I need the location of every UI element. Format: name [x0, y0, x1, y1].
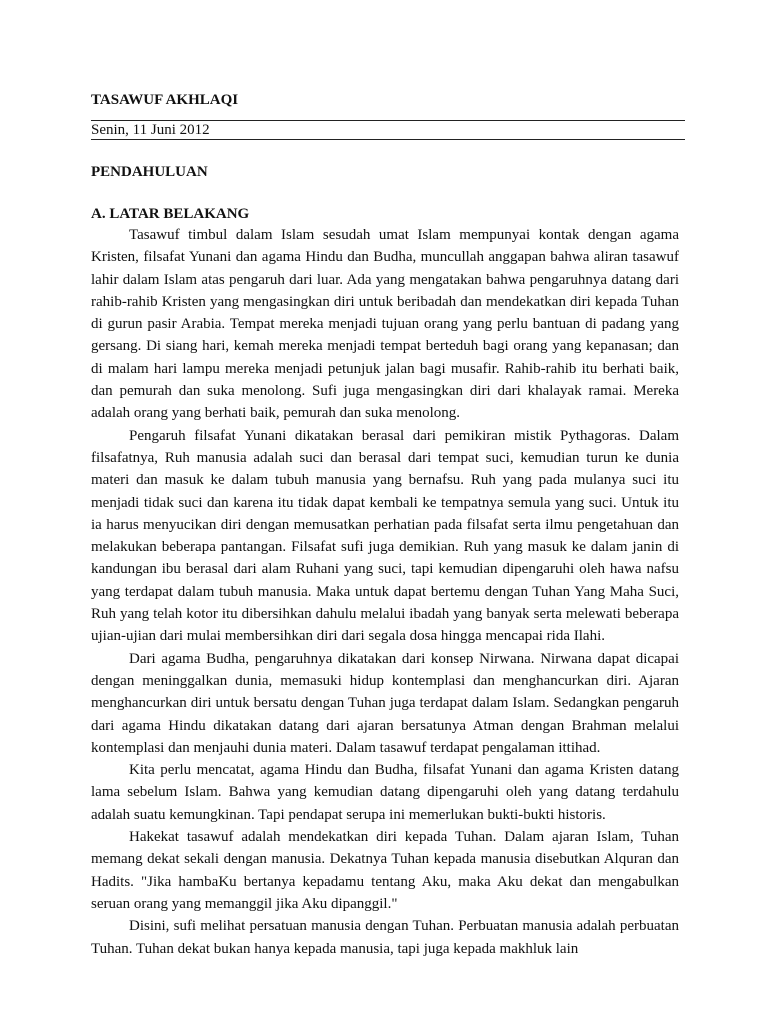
section-heading: PENDAHULUAN [91, 164, 208, 180]
paragraph: Kita perlu mencatat, agama Hindu dan Budha, filsafat Yunani dan agama Kristen datang lama sebelum Islam. Bahwa yang kemudian datang dipengaruhi oleh yang datang terdahulu adalah suatu kemungkinan. Tapi pendapat serupa ini memerlukan bukti-bukti historis. [91, 762, 679, 823]
paragraph: Hakekat tasawuf adalah mendekatkan diri kepada Tuhan. Dalam ajaran Islam, Tuhan memang dekat sekali dengan manusia. Dekatnya Tuhan kepada manusia disebutkan Alquran dan Hadits. "Jika hambaKu bertanya kepadamu tentang Aku, maka Aku dekat dan mengabulkan seruan orang yang memanggil jika Aku dipanggil." [91, 829, 679, 912]
post-date: Senin, 11 Juni 2012 [91, 120, 685, 140]
document-body [91, 90, 679, 960]
paragraph: Pengaruh filsafat Yunani dikatakan berasal dari pemikiran mistik Pythagoras. Dalam filsafatnya, Ruh manusia adalah suci dan berasal dari tempat suci, kemudian turun ke dunia materi dan masuk ke dalam tubuh manusia yang bernafsu. Ruh yang pada mulanya suci itu menjadi tidak suci dan karena itu tidak dapat kembali ke tempatnya semula yang suci. Untuk itu ia harus menyucikan diri dengan memusatkan perhatian pada filsafat serta ilmu pengetahuan dan melakukan beberapa pantangan. Filsafat sufi juga demikian. Ruh yang masuk ke dalam janin di kandungan ibu berasal dari alam Ruhani yang suci, tapi kemudian dipengaruhi oleh hawa nafsu yang terdapat dalam tubuh manusia. Maka untuk dapat bertemu dengan Tuhan Yang Maha Suci, Ruh yang telah kotor itu dibersihkan dahulu melalui ibadah yang banyak serta melewati beberapa ujian-ujian dari mulai membersihkan diri dari segala dosa hingga mencapai rida Ilahi. [91, 427, 679, 645]
paragraph: Tasawuf timbul dalam Islam sesudah umat Islam mempunyai kontak dengan agama Kristen, filsafat Yunani dan agama Hindu dan Budha, muncullah anggapan bahwa aliran tasawuf lahir dalam Islam atas pengaruh dari luar. Ada yang mengatakan bahwa pengaruhnya datang dari rahib-rahib Kristen yang mengasingkan diri untuk beribadah dan mendekatkan diri kepada Tuhan di gurun pasir Arabia. Tempat mereka menjadi tujuan orang yang perlu bantuan di padang yang gersang. Di siang hari, kemah mereka menjadi tempat berteduh bagi orang yang kepanasan; dan di malam hari lampu mereka menjadi petunjuk jalan bagi musafir. Rahib-rahib itu berhati baik, dan pemurah dan suka menolong. Sufi juga mengasingkan diri dari khalayak ramai. Mereka adalah orang yang berhati baik, pemurah dan suka menolong. [91, 227, 679, 422]
paragraph: Disini, sufi melihat persatuan manusia dengan Tuhan. Perbuatan manusia adalah perbuatan Tuhan. Tuhan dekat bukan hanya kepada manusia, tapi juga kepada makhluk lain [91, 918, 679, 957]
subsection-heading: A. LATAR BELAKANG [91, 206, 250, 222]
document-title: TASAWUF AKHLAQI [91, 92, 239, 108]
paragraph: Dari agama Budha, pengaruhnya dikatakan dari konsep Nirwana. Nirwana dapat dicapai dengan meninggalkan dunia, memasuki hidup kontemplasi dan menghancurkan diri. Ajaran menghancurkan diri untuk bersatu dengan Tuhan juga terdapat dalam Islam. Sedangkan pengaruh dari agama Hindu dikatakan datang dari ajaran bersatunya Atman dengan Brahman melalui kontemplasi dan menjauhi dunia materi. Dalam tasawuf terdapat pengalaman ittihad. [91, 650, 679, 756]
